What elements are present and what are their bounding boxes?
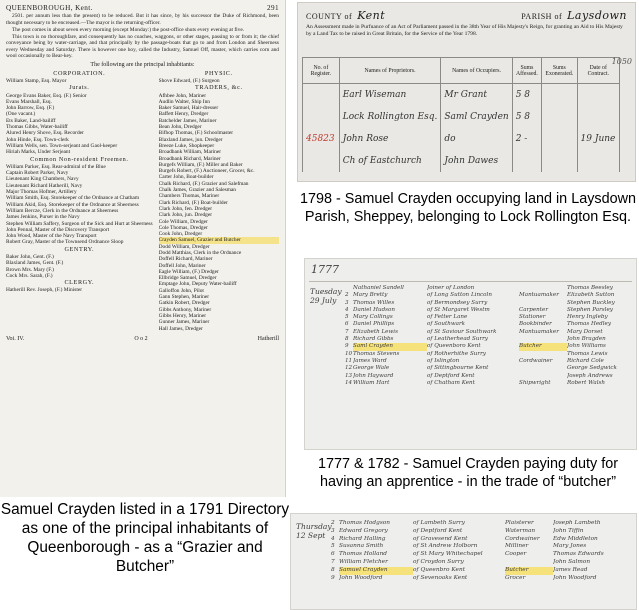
ledger-field-d: George Sedgwick <box>567 365 617 372</box>
table-cell-exo <box>542 106 577 128</box>
ledger-field-d: Mary Jones <box>553 543 587 550</box>
table-cell-occ: Saml Crayden <box>441 106 512 128</box>
ledger-rows <box>345 285 634 387</box>
ledger-entry <box>331 575 634 583</box>
caption-1777-1782: 1777 & 1782 - Samuel Crayden paying duty for having an apprentice - in the trade of “butcher” <box>318 456 618 490</box>
directory-section-heading: CORPORATION. <box>53 69 106 77</box>
inhabitant-entry: Gunner James, Mariner <box>158 319 210 326</box>
ledger-entry <box>345 285 634 292</box>
ledger-field-b: of Gravesend Kent <box>413 535 468 542</box>
ledger-field-b: of Leatherhead Surry <box>427 336 488 343</box>
inhabitant-entry: Ets Baker, Land-bailiff <box>6 117 56 124</box>
ledger-field-a: Richard Gibbs <box>353 336 394 343</box>
ledger-field-a: Mary Collings <box>353 314 393 321</box>
ledger-field-a: William Hart <box>353 379 390 386</box>
land-tax-record <box>297 2 636 182</box>
ledger-entry <box>345 336 634 343</box>
inhabitant-entry: James Jenkins, Purser in the Navy <box>6 214 80 221</box>
inhabitant-entry: Gann Stephen, Mariner <box>158 294 210 301</box>
inhabitant-entry: Clark Richard, (F.) Boat-builder <box>158 199 228 206</box>
inhabitant-entry: John Barrow, Esq. (F.) <box>6 105 55 112</box>
apprentice-ledger-1777 <box>304 258 637 450</box>
ledger-field-b: of Chatham Kent <box>427 379 475 386</box>
inhabitant-entry: Chalk James, Grazier and Salesman <box>158 187 236 194</box>
directory-section-heading: TRADERS, &c. <box>195 84 243 92</box>
table-cell-occ: Mr Grant <box>441 84 512 106</box>
directory-right-column <box>159 70 279 332</box>
table-cell-no <box>303 106 340 128</box>
ledger-field-b: of Deptford Kent <box>413 527 463 534</box>
apprentice-ledger-1782 <box>290 513 637 610</box>
ledger-entry <box>345 300 634 307</box>
catchword: Hatherill <box>257 335 279 342</box>
ledger-field-n: 7 <box>331 558 335 565</box>
ledger-entry <box>331 551 634 559</box>
ledger-field-c: Shipwright <box>519 379 551 386</box>
ledger-field-n: 2 <box>345 292 349 299</box>
ledger-field-n: 5 <box>331 543 335 550</box>
inhabitant-entry: John Hinde, Esq. Town-clerk <box>6 136 69 143</box>
inhabitant-entry: Alured Henry Shove, Esq. Recorder <box>6 130 84 137</box>
ledger-field-a: William Fletcher <box>339 558 388 565</box>
ledger-field-d: John Williams <box>567 343 606 350</box>
inhabitant-entry: Gibbs Henry, Mariner <box>158 312 207 319</box>
inhabitant-entry: Carter John, Boat-builder <box>158 174 214 181</box>
ledger-field-a: Elizabeth Lewis <box>353 328 398 335</box>
ledger-field-a: Richard Halling <box>339 535 386 542</box>
ledger-field-c: Grocer <box>505 574 526 581</box>
inhabitant-entry: Hiriah Marks, Under Serjeant <box>6 149 71 156</box>
inhabitant-entry: Galloffon John, Pilot <box>158 287 204 294</box>
inhabitant-entry: Hall James, Dredger <box>158 325 203 332</box>
directory-section-heading: PHYSIC. <box>204 69 233 77</box>
ledger-field-a: Nathaniel Sandell <box>353 285 404 291</box>
ledger-field-c: Mantuamaker <box>519 292 559 299</box>
ledger-entry <box>345 329 634 336</box>
table-cell-prop: John Rose <box>339 128 441 150</box>
ledger-field-d: Mary Dorset <box>567 328 603 335</box>
caption-1791: Samuel Crayden listed in a 1791 Directory as one of the principal inhabitants of Queenborough - as a “Grazier and Butcher” <box>0 501 290 575</box>
ledger-field-c: Bookbinder <box>519 321 552 328</box>
ledger-field-d: Thomas Beesley <box>567 285 613 291</box>
ledger-field-b: of Rotherhithe Surry <box>427 350 486 357</box>
ledger-field-n: 6 <box>331 551 335 558</box>
inhabitant-entry: Broadbank Richard, Mariner <box>158 155 221 162</box>
ledger-field-c: Butcher <box>519 343 567 350</box>
ledger-date: Thursday 12 Sept <box>296 522 332 540</box>
ledger-field-c: Cordwainer <box>505 535 540 542</box>
ledger-field-a: Samuel Crayden <box>339 567 413 575</box>
directory-section-heading: Jurats. <box>69 84 90 92</box>
ledger-field-a: Saml Crayden <box>353 343 427 350</box>
ledger-field-n: 6 <box>345 321 349 328</box>
inhabitant-entry: William Akid, Esq. Storekeeper of the Ordnance at Sheerness <box>6 201 139 208</box>
inhabitant-entry: George Evans Baker, Esq. (F.) Senior <box>6 92 87 99</box>
ledger-field-a: Thomas Stevens <box>353 350 400 357</box>
table-cell-sum <box>512 150 541 172</box>
ledger-field-b: of St Andrew Holborn <box>413 543 478 550</box>
ledger-field-d: Elizabeth Sutton <box>567 292 615 299</box>
ledger-field-b: of Lambeth Surry <box>413 520 465 526</box>
ledger-field-d: Stephen Parsley <box>567 306 613 313</box>
ledger-field-n: 9 <box>345 343 349 350</box>
land-tax-table <box>302 57 620 172</box>
ledger-year: 1777 <box>311 263 339 276</box>
inhabitant-entry: Dodd Matthias, Clerk in the Ordnance <box>158 249 242 256</box>
ledger-field-c: Cordwainer <box>519 357 553 364</box>
table-cell-prop: Ch of Eastchurch <box>339 150 441 172</box>
highlighted-ledger-entry <box>331 567 634 575</box>
ledger-field-n <box>345 285 353 292</box>
intro-paragraph: This town is no thoroughfare, and consequently has no coaches, waggons, or other stages, passing to or from it; the chief conveyance being by water-carriage, and that principally by the passage-boats that go to and from London and Sheerness every Wednesday and Saturday. There is however one hoy, called the Industry, Samuel Off, master, which carries corn and wool occasionally to Bear-key. <box>6 34 279 60</box>
inhabitant-entry: Cole William, Dredger <box>158 218 208 225</box>
inhabitant-entry: Thomas Gibbs, Water-bailiff <box>6 124 68 131</box>
inhabitant-entry: Stephen William Saffery, Surgeon of the Sick and Hurt at Sheerness <box>6 220 153 227</box>
ledger-entry <box>331 528 634 536</box>
inhabitant-entry: (One vacant.) <box>6 111 36 118</box>
ledger-field-n: 8 <box>345 336 349 343</box>
ledger-field-n: 4 <box>345 306 349 313</box>
land-tax-header <box>298 3 635 24</box>
ledger-field-b: of St Saviour Southwark <box>427 328 497 335</box>
ledger-field-a: Thomas Willes <box>353 299 395 306</box>
table-cell-prop: Earl Wiseman <box>339 84 441 106</box>
ledger-entry <box>345 380 634 387</box>
table-cell-no: 45823 <box>303 128 340 150</box>
ledger-field-a: John Woodford <box>339 574 383 581</box>
inhabitant-entry: Gibbs Anthony, Mariner <box>158 306 212 313</box>
ledger-field-n: 5 <box>345 314 349 321</box>
inhabitant-entry: Major Thomas Hofmer, Artillery <box>6 189 77 196</box>
side-number: 1050 <box>611 57 632 66</box>
inhabitant-entry: Bifhop Thomas, (F.) Schoolmaster <box>158 130 234 137</box>
ledger-field-b: of Southwark <box>427 321 466 328</box>
inhabitant-entry: Audlin Walter, Ship Inn <box>158 98 210 105</box>
inhabitant-entry: Baker Samuel, Hair-dresser <box>158 105 219 112</box>
ledger-field-c <box>519 336 567 343</box>
inhabitant-entry: Doffell Richard, Mariner <box>158 256 213 263</box>
ledger-field-b: of St Margaret Westm <box>427 306 490 313</box>
caption-1798: 1798 - Samuel Crayden occupying land in Laysdown Parish, Sheppey, belonging to Lock Rollington Esq. <box>300 191 636 225</box>
inhabitant-entry: Baffett Henry, Dredger <box>158 111 209 118</box>
directory-section-heading: CLERGY. <box>64 279 95 287</box>
ledger-field-n: 9 <box>331 574 335 581</box>
ledger-field-d: Thomas Hedley <box>567 321 612 328</box>
ledger-field-b: of Sittingbourne Kent <box>427 365 489 372</box>
ledger-field-b: of St Mary Whitechapel <box>413 551 483 558</box>
inhabitant-entry: Lieutenant King Chambers, Navy <box>6 176 79 183</box>
inhabitant-entry: Blaxland James, jun. Dredger <box>158 136 223 143</box>
column-header: Names of Occupiers. <box>441 58 512 84</box>
column-header: Sums Exonerated. <box>542 58 577 84</box>
ledger-field-c: Stationer <box>519 314 546 321</box>
ledger-field-n: 3 <box>345 299 349 306</box>
column-header: Date of Contract. <box>577 58 619 84</box>
inhabitant-entry: Blaxland James, Gent. (F.) <box>6 260 64 267</box>
ledger-field-c: Milliner <box>505 543 529 550</box>
ledger-field-d: John Tiffin <box>553 527 584 534</box>
ledger-entry <box>345 365 634 372</box>
inhabitant-entry: William Bercze, Clerk in the Ordnance at Sheerness <box>6 207 119 214</box>
ledger-entry <box>345 373 634 380</box>
inhabitant-entry: William Stamp, Esq. Mayor <box>6 77 67 84</box>
inhabitant-entry: Burgefs William, (F.) Miller and Baker <box>158 161 243 168</box>
ledger-field-a: Daniel Hudson <box>353 306 395 313</box>
table-cell-exo <box>542 150 577 172</box>
table-cell-sum: 5 8 <box>512 106 541 128</box>
ledger-rows <box>331 520 634 582</box>
directory-footer <box>6 336 279 342</box>
ledger-entry <box>331 559 634 567</box>
ledger-field-a: Edward Gregory <box>339 527 388 534</box>
table-cell-date <box>577 84 619 106</box>
table-row <box>303 84 620 106</box>
table-row <box>303 106 620 128</box>
ledger-field-a: Susanna Smith <box>339 543 384 550</box>
directory-page <box>0 0 286 497</box>
inhabitant-entry: William Parker, Esq. Rear-admiral of the Blue <box>6 163 106 170</box>
ledger-entry <box>331 543 634 551</box>
volume-label: Voi. IV. <box>6 335 25 342</box>
ledger-entry <box>345 351 634 358</box>
ledger-field-b: of Sevenoaks Kent <box>413 574 468 581</box>
parish-value: Laysdown <box>567 9 627 22</box>
column-header: Sums Affessed. <box>512 58 541 84</box>
ledger-entry <box>345 314 634 321</box>
ledger-field-n: 8 <box>331 566 335 573</box>
ledger-field-b: of Long Sutton Lincoln <box>427 292 492 299</box>
inhabitant-entry: Ellbridge Samuel, Dredger <box>158 275 217 282</box>
inhabitant-entry: John Wood, Master of the Navy Transport <box>6 233 97 240</box>
inhabitant-entry: Cole Thomas, Dredger <box>158 224 208 231</box>
inhabitant-entry: Doffell John, Mariner <box>158 262 206 269</box>
ledger-field-n: 12 <box>345 365 353 372</box>
directory-left-column <box>6 70 153 332</box>
inhabitant-entry: Robert Gray, Master of the Townsend Ordnance Sloop <box>6 239 124 246</box>
ledger-field-c <box>519 365 567 372</box>
inhabitant-entry: Shove Edward, (F.) Surgeon <box>158 77 220 84</box>
inhabitant-entry: Breeze Luke, Shopkeeper <box>158 142 215 149</box>
inhabitant-entry: Clark John, jun. Dredger <box>158 212 213 219</box>
ledger-field-d: Thomas Edwards <box>553 551 604 558</box>
ledger-field-n: 7 <box>345 328 349 335</box>
directory-section-heading: Common Non-resident Freemen. <box>30 155 129 163</box>
inhabitant-entry: Bean John, Dredger <box>158 124 202 131</box>
intro-paragraph: The post comes in about seven every morning (except Monday:) the post-office shuts every evening at five. <box>12 26 245 33</box>
ledger-field-d: Joseph Andrews <box>567 372 613 379</box>
parish-label: PARISH of <box>521 12 563 21</box>
ledger-field-b: of Queenboro Kent <box>427 343 481 350</box>
ledger-field-b: of Croydon Surry <box>413 558 464 565</box>
column-header: Names of Proprietors. <box>339 58 441 84</box>
ledger-field-a: James Ward <box>353 357 387 364</box>
highlighted-entry: Crayden Samuel, Grazier and Butcher <box>159 237 279 243</box>
table-row <box>303 150 620 172</box>
ledger-field-c: Butcher <box>505 567 553 575</box>
inhabitant-entry: Chalk Richard, (F.) Grazier and Salefman <box>158 180 249 187</box>
ledger-field-d: John Salmon <box>553 558 591 565</box>
inhabitant-entry: Clark John, fen. Dredger <box>158 205 213 212</box>
inhabitant-entry: William Smith, Esq. Storekeeper of the Ordnance at Chatham <box>6 195 140 202</box>
intro-paragraph: 2501. per annum less than the present) to be reduced. But it has since, by his successor the Duke of Richmond, been thought necessary to be encreased.—The mayor is the returning-officer. <box>6 13 279 26</box>
ledger-field-n: 4 <box>331 535 335 542</box>
inhabitant-entry: Lieutenant Richard Hatherill, Navy <box>6 182 83 189</box>
inhabitant-entry: Captain Robert Parker, Navy <box>6 170 69 177</box>
ledger-field-d: Joseph Lambeth <box>553 520 601 526</box>
inhabitant-entry: Hatherill Rev. Joseph, (F.) Minister <box>6 287 83 294</box>
ledger-field-d: Edw Middleton <box>553 535 598 542</box>
inhabitant-entry: William Wells, sen. Town-serjeant and Gaol-keeper <box>6 142 118 149</box>
inhabitant-entry: Eagle William, (F.) Dredger <box>158 268 219 275</box>
inhabitant-entry: Cock Mrs. Sarah, (F.) <box>6 272 53 279</box>
ledger-field-d: James Read <box>553 566 588 573</box>
column-header: No. of Register. <box>303 58 340 84</box>
ledger-field-n: 10 <box>345 350 353 357</box>
ledger-entry <box>331 520 634 528</box>
ledger-field-a: John Hayward <box>353 372 394 379</box>
table-cell-occ: John Dawes <box>441 150 512 172</box>
inhabitant-entry: Batchelder James, Mariner <box>158 117 217 124</box>
table-cell-date: 19 June <box>577 128 619 150</box>
inhabitant-entry: Chambers Thomas, Mariner <box>158 193 220 200</box>
inhabitant-entry: Gatkin Robert, Dredger <box>158 300 210 307</box>
ledger-field-b: of Fetter Lane <box>427 314 468 321</box>
ledger-field-a: Thomas Holland <box>339 551 388 558</box>
table-cell-date <box>577 150 619 172</box>
ledger-entry <box>345 321 634 328</box>
table-cell-sum: 5 8 <box>512 84 541 106</box>
land-tax-act-text: An Assessment made in Purfuance of an Act of Parliament passed in the 38th Year of His Majesty's Reign, for granting an Aid to His Majesty by a Land Tax to be raised in Great Britain, for the Service of the Year 1798. <box>306 24 623 37</box>
ledger-field-c <box>519 285 567 292</box>
inhabitant-entry: Burgefs Robert, (F.) Auctioneer, Grocer, &c. <box>158 168 255 175</box>
ledger-field-c <box>519 300 567 307</box>
directory-header <box>6 5 279 11</box>
ledger-field-c: Mantuamaker <box>519 328 559 335</box>
ledger-field-n: 3 <box>331 527 335 534</box>
table-cell-exo <box>542 128 577 150</box>
inhabitant-entry: Afhbee John, Mariner <box>158 92 207 99</box>
ledger-field-c <box>519 351 567 358</box>
inhabitant-entry: Baker John, Gent. (F.) <box>6 253 54 260</box>
ledger-field-d: Thomas Lewis <box>567 350 608 357</box>
ledger-field-b: Joiner of London <box>427 285 475 291</box>
ledger-field-d: Robert Walsh <box>567 379 606 386</box>
county-label: COUNTY of <box>306 12 353 21</box>
ledger-field-c <box>519 373 567 380</box>
ledger-entry <box>331 536 634 544</box>
directory-intro <box>6 13 279 59</box>
inhabitant-entry: Emptage John, Deputy Water-bailiff <box>158 281 237 288</box>
table-cell-no <box>303 84 340 106</box>
inhabitants-heading: The following are the principal inhabitants: <box>90 62 195 69</box>
ledger-field-b: of Islington <box>427 357 460 364</box>
ledger-field-n: 13 <box>345 372 353 379</box>
signature-mark: O o 2 <box>134 335 148 342</box>
table-cell-date <box>577 106 619 128</box>
ledger-field-c <box>505 559 553 567</box>
table-cell-sum: 2 - <box>512 128 541 150</box>
ledger-field-d: Henry Ingleby <box>567 314 608 321</box>
inhabitant-entry: John Pennal, Master of the Discovery Transport <box>6 226 110 233</box>
directory-header-left: QUEENBOROUGH, Kent. <box>6 4 93 12</box>
ledger-field-n: 14 <box>345 379 353 386</box>
ledger-field-a: Daniel Phillips <box>353 321 395 328</box>
ledger-field-c: Carpenter <box>519 306 549 313</box>
ledger-entry <box>345 292 634 299</box>
ledger-field-d: John Bragden <box>567 336 606 343</box>
ledger-field-n: 2 <box>331 520 335 526</box>
ledger-field-c: Cooper <box>505 551 527 558</box>
highlighted-ledger-entry <box>345 343 634 350</box>
inhabitant-entry: Evans Marshall, Esq. <box>6 98 52 105</box>
directory-section-heading: GENTRY. <box>64 245 95 253</box>
ledger-field-d: Stephen Buckley <box>567 299 615 306</box>
table-cell-exo <box>542 84 577 106</box>
ledger-field-b: of Deptford Kent <box>427 372 475 379</box>
table-cell-occ: do <box>441 128 512 150</box>
ledger-field-a: Mary Bretty <box>353 292 388 299</box>
ledger-field-a: George Wale <box>353 365 390 372</box>
inhabitant-entry: Cook John, Dredger <box>158 231 203 238</box>
ledger-field-b: of Queenbro Kent <box>413 566 466 573</box>
ledger-date: Tuesday 29 July <box>310 287 342 305</box>
ledger-field-d: Richard Cole <box>567 357 604 364</box>
ledger-entry <box>345 358 634 365</box>
inhabitant-entry: Brown Mrs. Mary (F.) <box>6 266 54 273</box>
ledger-field-b: of Bermondsey Surry <box>427 299 488 306</box>
ledger-field-c: Plaisterer <box>505 520 534 526</box>
inhabitant-entry: Broadbank William, Mariner <box>158 149 222 156</box>
ledger-field-n: 11 <box>345 357 353 364</box>
ledger-entry <box>345 307 634 314</box>
inhabitant-entry: Dodd William, Dredger <box>158 243 210 250</box>
directory-page-number: 291 <box>267 4 279 12</box>
ledger-field-a: Thomas Hodgson <box>339 520 391 526</box>
table-cell-prop: Lock Rollington Esq. <box>339 106 441 128</box>
ledger-field-c: Waterman <box>505 527 536 534</box>
county-value: Kent <box>357 9 386 22</box>
table-cell-no <box>303 150 340 172</box>
ledger-field-d: John Woodford <box>553 574 597 581</box>
table-row <box>303 128 620 150</box>
